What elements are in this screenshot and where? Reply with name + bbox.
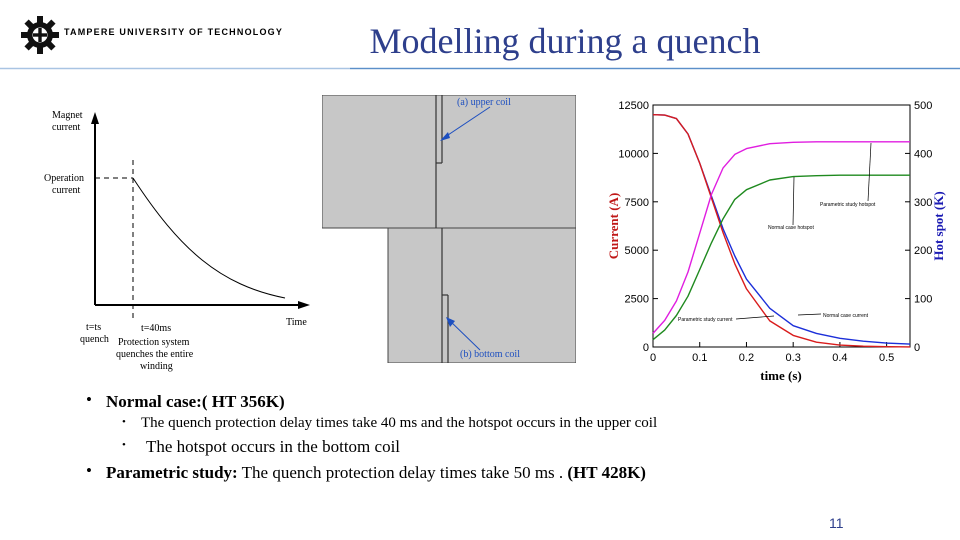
bullet-normal-case-detail-1: The quench protection delay times take 40 ms and the hotspot occurs in the upper coil (141, 415, 658, 431)
y2-tick-label: 300 (914, 196, 933, 209)
y-tick-label: 12500 (618, 100, 649, 112)
y2-tick-label: 500 (914, 100, 933, 112)
decay-curve (133, 178, 285, 298)
sketch-t2: t=40ms (141, 323, 172, 334)
y-tick-label: 5000 (624, 245, 649, 258)
sketch-t1b: quench (80, 334, 109, 345)
bullet-normal-case-detail-2: The hotspot occurs in the bottom coil (146, 437, 401, 456)
sketch-xlabel: Time (286, 317, 307, 328)
sketch-op-label-1: Operation (44, 173, 84, 184)
annotation-param-hotspot: Parametric study hotspot (820, 202, 876, 208)
bullet-normal-case (106, 392, 285, 412)
current-decay-sketch (40, 100, 320, 380)
x-axis-title: time (s) (760, 368, 802, 383)
y-tick-label: 7500 (624, 196, 649, 209)
y2-tick-label: 100 (914, 293, 933, 306)
x-tick-label: 0.2 (738, 352, 755, 364)
institution-name: TAMPERE UNIVERSITY OF TECHNOLOGY (64, 27, 284, 37)
bottom-coil-label: (b) bottom coil (460, 349, 520, 360)
annotation-normal-current: Normal case current (823, 313, 869, 319)
page-title: Modelling during a quench (369, 21, 761, 61)
bullet-dot: • (86, 461, 92, 480)
y2-tick-label: 0 (914, 342, 921, 354)
title-divider (0, 67, 960, 70)
sketch-note-3: winding (140, 361, 173, 372)
y-tick-label: 2500 (624, 293, 649, 306)
page-number: 11 (829, 515, 844, 531)
parametric-text: The quench protection delay times take 50 ms . (241, 463, 564, 482)
y-tick-label: 0 (642, 342, 649, 354)
y2-tick-label: 200 (914, 245, 933, 258)
annotation-param-current: Parametric study current (678, 317, 733, 323)
lower-coil-block (388, 228, 576, 363)
sketch-y-arrow-icon (91, 112, 99, 124)
normal-case-label: Normal case:( HT 356K) (106, 392, 285, 411)
sub-bullet-dot: • (122, 416, 126, 428)
y-tick-label: 10000 (618, 148, 649, 161)
parametric-label: Parametric study: (106, 463, 238, 482)
quench-chart (598, 95, 948, 385)
upper-coil-label: (a) upper coil (457, 97, 511, 108)
bullet-dot: • (86, 390, 92, 409)
sketch-x-arrow-icon (298, 301, 310, 309)
bullet-parametric-study (106, 463, 646, 483)
x-tick-label: 0.4 (832, 352, 848, 364)
sketch-ylabel-2: current (52, 122, 81, 133)
sketch-note-2: quenches the entire (116, 349, 194, 360)
gear-icon (20, 15, 60, 55)
coil-diagram (322, 95, 576, 363)
sub-bullet-dot: • (122, 439, 126, 451)
x-tick-label: 0 (649, 352, 657, 364)
sketch-op-label-2: current (52, 185, 81, 196)
x-tick-label: 0.1 (692, 352, 708, 364)
upper-coil-block (322, 95, 576, 228)
parametric-hotspot: (HT 428K) (567, 463, 646, 482)
sketch-t1: t=ts (86, 322, 102, 333)
y-axis-title: Current (A) (606, 192, 621, 260)
y2-axis-title: Hot spot (K) (931, 191, 946, 261)
x-tick-label: 0.3 (785, 352, 801, 364)
annotation-normal-hotspot: Normal case hotspot (768, 225, 814, 231)
sketch-note-1: Protection system (118, 337, 190, 348)
y2-tick-label: 400 (914, 148, 933, 161)
sketch-ylabel-1: Magnet (52, 110, 83, 121)
x-tick-label: 0.5 (878, 352, 895, 364)
